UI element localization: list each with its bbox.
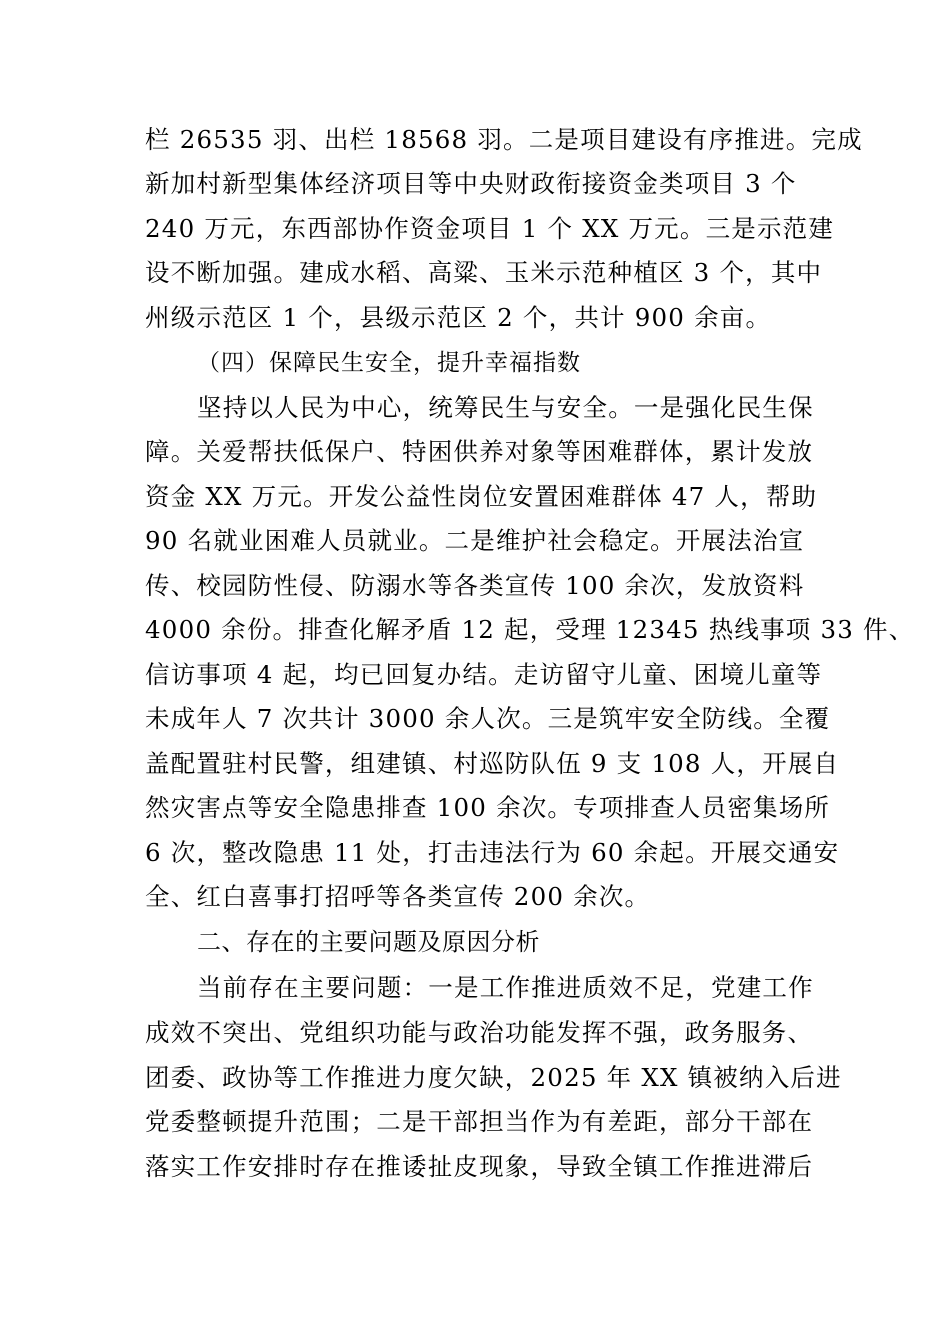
section-heading: 二、存在的主要问题及原因分析 xyxy=(197,928,540,956)
paragraph-first-line: 坚持以人民为中心，统筹民生与安全。一是强化民生保 xyxy=(197,393,814,422)
body-text-line: 4000 余份。排查化解矛盾 12 起，受理 12345 热线事项 33 件、 xyxy=(145,615,915,644)
body-text-line: 盖配置驻村民警，组建镇、村巡防队伍 9 支 108 人，开展自 xyxy=(145,749,840,778)
body-text-line: 栏 26535 羽、出栏 18568 羽。二是项目建设有序推进。完成 xyxy=(145,125,863,154)
body-text-line: 落实工作安排时存在推诿扯皮现象，导致全镇工作推进滞后 xyxy=(145,1152,814,1181)
body-text-line: 未成年人 7 次共计 3000 余人次。三是筑牢安全防线。全覆 xyxy=(145,704,831,733)
body-text-line: 成效不突出、党组织功能与政治功能发挥不强，政务服务、 xyxy=(145,1018,814,1047)
section-subheading: （四）保障民生安全，提升幸福指数 xyxy=(197,350,581,376)
body-text-line: 州级示范区 1 个，县级示范区 2 个，共计 900 余亩。 xyxy=(145,303,772,332)
body-text-line: 资金 XX 万元。开发公益性岗位安置困难群体 47 人，帮助 xyxy=(145,482,818,511)
body-text-line: 传、校园防性侵、防溺水等各类宣传 100 余次，发放资料 xyxy=(145,571,805,600)
body-text-line: 然灾害点等安全隐患排查 100 余次。专项排查人员密集场所 xyxy=(145,793,831,822)
body-text-line: 新加村新型集体经济项目等中央财政衔接资金类项目 3 个 xyxy=(145,169,797,198)
body-text-line: 240 万元，东西部协作资金项目 1 个 XX 万元。三是示范建 xyxy=(145,214,835,243)
body-text-line: 90 名就业困难人员就业。二是维护社会稳定。开展法治宣 xyxy=(145,526,805,555)
body-text-line: 党委整顿提升范围；二是干部担当作为有差距，部分干部在 xyxy=(145,1107,814,1136)
body-text-line: 设不断加强。建成水稻、高粱、玉米示范种植区 3 个，其中 xyxy=(145,258,823,287)
body-text-line: 团委、政协等工作推进力度欠缺，2025 年 XX 镇被纳入后进 xyxy=(145,1063,842,1092)
body-text-line: 信访事项 4 起，均已回复办结。走访留守儿童、困境儿童等 xyxy=(145,660,823,689)
body-text-line: 全、红白喜事打招呼等各类宣传 200 余次。 xyxy=(145,882,651,911)
body-text-line: 6 次，整改隐患 11 处，打击违法行为 60 余起。开展交通安 xyxy=(145,838,840,867)
paragraph-first-line: 当前存在主要问题：一是工作推进质效不足，党建工作 xyxy=(197,973,814,1002)
body-text-line: 障。关爱帮扶低保户、特困供养对象等困难群体，累计发放 xyxy=(145,437,814,466)
